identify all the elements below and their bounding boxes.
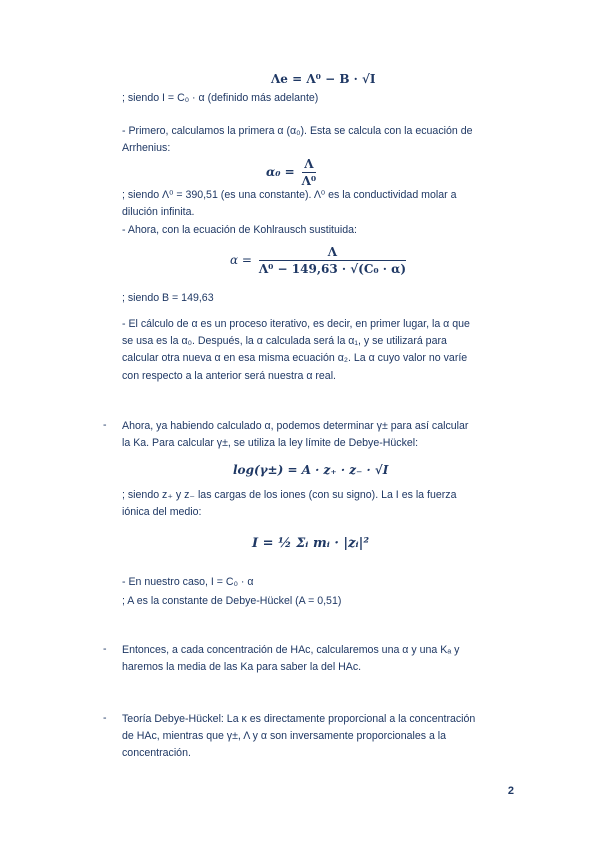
- text-line: ; siendo I = C₀ · α (definido más adelante): [122, 92, 319, 104]
- page-number: 2: [507, 785, 514, 797]
- text-line: con respecto a la anterior será nuestra α real.: [122, 370, 336, 382]
- text-line: - Ahora, con la ecuación de Kohlrausch sustituida:: [122, 224, 357, 236]
- bullet-dash: -: [103, 419, 107, 431]
- text-line: ; siendo B = 149,63: [122, 292, 214, 304]
- text-line: Ahora, ya habiendo calculado α, podemos determinar γ± para así calcular: [122, 420, 469, 432]
- text-line: calcular otra nueva α en esa misma ecuación α₂. La α cuyo valor no varíe: [122, 352, 468, 364]
- text-line: Teoría Debye-Hückel: La κ es directamente proporcional a la concentración: [122, 713, 476, 725]
- equation-alpha-kohlrausch: α = $\frac{\Lambda}{\text{Λ⁰ − 149,63 · √(C₀ · α)}}$: [230, 245, 407, 276]
- text-line: concentración.: [122, 747, 191, 759]
- bullet-dash: -: [103, 712, 107, 724]
- text-line: haremos la media de las Ka para saber la del HAc.: [122, 661, 362, 673]
- bullet-dash: -: [103, 643, 107, 655]
- text-line: ; siendo Λ⁰ = 390,51 (es una constante). Λ⁰ es la conductividad molar a: [122, 189, 457, 201]
- equation-ionic-strength: I = ½ Σᵢ mᵢ · |zᵢ|²: [252, 536, 370, 551]
- text-line: - Primero, calculamos la primera α (α₀). Esta se calcula con la ecuación de: [122, 125, 473, 137]
- text-line: se usa es la α₀. Después, la α calculada será la α₁, y se utilizará para: [122, 335, 447, 347]
- text-line: ; A es la constante de Debye-Hückel (A = 0,51): [122, 595, 342, 607]
- text-line: de HAc, mientras que γ±, Λ y α son inversamente proporcionales a la: [122, 730, 447, 742]
- text-line: Arrhenius:: [122, 142, 171, 154]
- equation-lambda-e: Λe = Λ⁰ − B · √I: [271, 72, 376, 86]
- equation-debye-huckel-log: log(γ±) = A · z₊ · z₋ · √I: [233, 463, 389, 477]
- equation-alpha0: α₀ = $\frac{\Lambda}{\text{Λ⁰}}$: [266, 157, 317, 188]
- text-line: iónica del medio:: [122, 506, 202, 518]
- text-line: - El cálculo de α es un proceso iterativo, es decir, en primer lugar, la α que: [122, 318, 470, 330]
- text-line: dilución infinita.: [122, 206, 195, 218]
- text-line: ; siendo z₊ y z₋ las cargas de los iones (con su signo). La I es la fuerza: [122, 489, 457, 501]
- text-line: - En nuestro caso, I = C₀ · α: [122, 576, 254, 588]
- text-line: Entonces, a cada concentración de HAc, calcularemos una α y una Kₐ y: [122, 644, 460, 656]
- text-line: la Ka. Para calcular γ±, se utiliza la ley límite de Debye-Hückel:: [122, 437, 419, 449]
